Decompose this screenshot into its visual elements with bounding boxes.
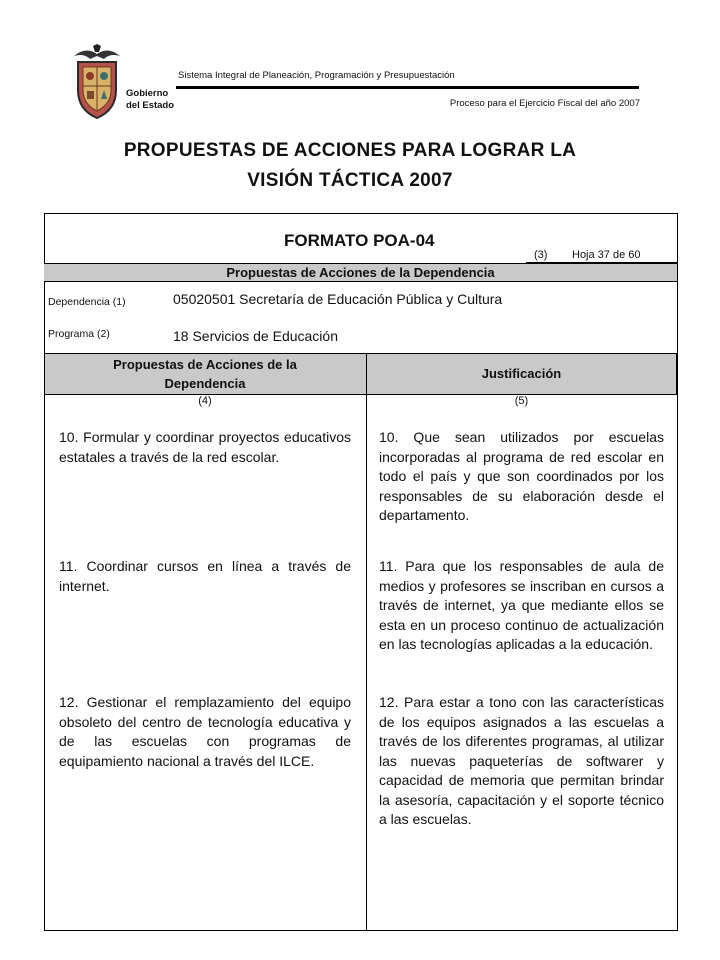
column-number-actions: (4)	[198, 395, 212, 407]
programa-value: 18 Servicios de Educación	[173, 328, 338, 344]
form-border-top	[44, 213, 678, 214]
section-title-bar: Propuestas de Acciones de la Dependencia	[44, 263, 677, 282]
form-border-right	[677, 213, 678, 931]
sheet-counter: Hoja 37 de 60	[572, 249, 641, 261]
gobierno-line1: Gobierno	[126, 88, 169, 99]
format-code: FORMATO POA-04	[284, 231, 435, 250]
programa-label: Programa (2)	[48, 328, 110, 340]
justification-cell: 11. Para que los responsables de aula de medios y profesores se inscriban en cursos a través de internet, ya que mediante ellos se esta en un proceso continuo de actualización en las tecnologías aplicadas a la educación.	[379, 558, 664, 652]
gobierno-label	[126, 88, 174, 112]
form-border-left	[44, 213, 45, 931]
page-title-line1: PROPUESTAS DE ACCIONES PARA LOGRAR LA	[123, 140, 577, 161]
column-divider	[366, 395, 367, 930]
column-header-justification: Justificación	[481, 366, 562, 381]
column-header-divider	[366, 353, 367, 395]
column-header-actions-line2: Dependencia	[164, 376, 246, 391]
state-coat-of-arms-icon	[68, 44, 126, 120]
action-cell: 12. Gestionar el remplazamiento del equipo obsoleto del centro de tecnología educativa y de las escuelas con programas de equipamiento nacional a través del ILCE.	[59, 694, 351, 769]
form-border-bottom	[44, 930, 678, 931]
fiscal-process: Proceso para el Ejercicio Fiscal del año 2007	[449, 98, 640, 109]
page-title-line2: VISIÓN TÁCTICA 2007	[247, 170, 453, 191]
dependencia-value: 05020501 Secretaría de Educación Pública y Cultura	[173, 291, 503, 307]
gobierno-line2: del Estado	[126, 100, 175, 111]
action-cell: 11. Coordinar cursos en línea a través de internet.	[59, 558, 351, 594]
column-number-justification: (5)	[514, 395, 529, 407]
sheet-field-number: (3)	[534, 249, 548, 261]
column-header-actions-line1: Propuestas de Acciones de la	[113, 357, 297, 372]
justification-cell: 12. Para estar a tono con las características de los equipos asignados a las escuelas a través de los diferentes programas, al utilizar las nuevas paqueterías de softwarer y capacidad de memoria que permitan brindar la asesoría, capacitación y el soporte técnico a las escuelas.	[379, 694, 664, 827]
action-cell: 10. Formular y coordinar proyectos educativos estatales a través de la red escolar.	[59, 429, 351, 465]
justification-cell: 10. Que sean utilizados por escuelas incorporadas al programa de red escolar en todo el país y que son coordinados por los responsables de su elaboración desde el departamento.	[379, 429, 664, 523]
header-rule	[176, 86, 639, 89]
system-name: Sistema Integral de Planeación, Programación y Presupuestación	[178, 70, 455, 81]
column-header-actions	[44, 355, 366, 393]
dependencia-label: Dependencia (1)	[48, 296, 126, 308]
